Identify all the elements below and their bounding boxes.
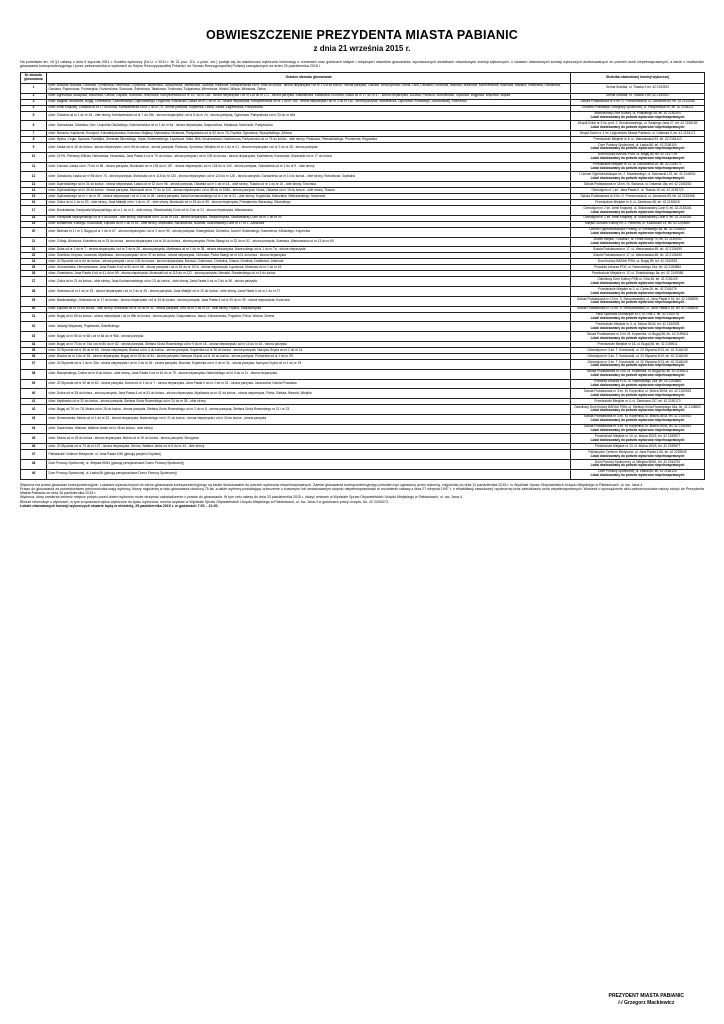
district-boundaries: Dom Pomocy Społecznej, ul. Wiejska 55/61 (głosują pensjonariusze Domu Pomocy Społecznej) <box>47 459 571 469</box>
district-number: 42 <box>21 405 47 415</box>
district-boundaries: ulice: Myśliwska od nr 20 do końca - strona parzysta, Stefana Grota Roweckiego od nr 24 do nr 35 - obie strony <box>47 399 571 405</box>
commission-seat-address: Szkoła Podstawowa nr 3 im. M. Kopernika, ul. Bugaj 58, tel. 42 2159511 <box>586 369 689 374</box>
accessible-location-note: Lokal dostosowany do potrzeb wyborców niepełnosprawnych <box>590 209 685 214</box>
district-number: 6 <box>21 121 47 131</box>
signature-block <box>609 993 684 1006</box>
commission-seat <box>571 405 705 415</box>
document-date: z dnia 21 września 2015 r. <box>313 44 411 53</box>
accessible-location-note: Lokal dostosowany do potrzeb wyborców niepełnosprawnych <box>590 300 685 305</box>
commission-seat-address: Przedszkole Miejskie nr 5, ul. Zamkowa 48, tel. 42 2152618 <box>595 199 680 204</box>
district-number: 45 <box>21 434 47 444</box>
commission-seat <box>571 277 705 287</box>
commission-seat-address: Gimnazjum nr 3 im. T. Kościuszki, ul. 20 Stycznia 9/13, tel. 42 2146249 <box>587 353 688 358</box>
district-boundaries: ulice: Agrestowa, Akacjowa, Brzozowa, Ciesna, Gajowa, Grabowa, Jesionowa, Karnyszewicka od nr 107 do nr 155 - strona nieparzysta i od nr 118 do nr 172 - strona parzysta, Kasztanowa, Kabakowa, Klonowa, Łaska od nr 27 do nr 47 - strona nieparzysta, Łukowa, Polnicza, Stokrotkowa, Topolowa, Wąglowa, Wiązowa, Wąska <box>47 93 571 99</box>
commission-seat-address: Przedszkole Miejskie nr 12, ul. Śniadeckiego 8a, tel. 42 2149088 <box>591 270 684 275</box>
district-number: 16 <box>21 200 47 206</box>
table-row <box>21 111 705 121</box>
commission-seat <box>571 162 705 172</box>
district-boundaries: ulice: Drewnowska, Mokra od nr 1 do nr 23 - strona nieparzysta, Nawrockiego od nr 21 do końca - strona nieparzysta i od nr 34 do końca - strona parzysta <box>47 414 571 424</box>
commission-seat-address: Gimnazjum nr 3 im. T. Kościuszki, ul. 20 Stycznia 9/13, tel. 42 2146249 <box>587 347 688 352</box>
district-number: 12 <box>21 172 47 182</box>
accessible-location-note: Lokal dostosowany do potrzeb wyborców niepełnosprawnych <box>590 325 685 330</box>
district-number: 5 <box>21 111 47 121</box>
commission-seat <box>571 459 705 469</box>
commission-seat-address: Szkoła Podstawowa nr 18 im. St. Staszica, ul. Ostatnia 15a, tel. 42 2156253 <box>583 181 692 186</box>
footer-paragraph: Wyborca ma prawo głosować korespondencyjnie. Lokalami wyznaczonymi do celów głosowania korespondencyjnego są lokale dostosowane do potrzeb wyborców niepełnosprawnych. Zamiar głosowania korespondencyjnego powinien być zgłoszony przez wyborcę, najpóźniej do dnia 12 października 2015 r. w Wydziale Spraw Obywatelskich Urzędu Miejskiego w Pabianicach, ul. św. Jana 4. <box>20 482 644 487</box>
district-number: 47 <box>21 450 47 460</box>
accessible-location-note: Lokal dostosowany do potrzeb wyborców niepełnosprawnych <box>590 392 685 397</box>
district-number: 37 <box>21 359 47 369</box>
table-row <box>21 206 705 216</box>
commission-seat-address: I Liceum Ogólnokształcące im. J. Śniadeckiego, ul. Moniuszki 132, tel. 42 2146911 <box>579 171 696 176</box>
header-district-number: Nr obwodu głosowania <box>21 72 47 83</box>
district-boundaries: ulice: Granicza, Krzywa, Lewanda, Myśliwska - strona parzysta i od nr 37 do końca - strona nieparzysta, Ochodza, Piotra Skargi od nr 101 do końca - strona nieparzysta <box>47 253 571 259</box>
district-boundaries: ulice: Gawrońska, Wałowa, Waltera Janke od nr 45 do końca - obie strony <box>47 424 571 434</box>
signature-name: /-/ Grzegorz Mackiewicz <box>618 999 675 1006</box>
commission-seat-address: Szkoła Podstawowa nr 3 im. M. Kopernika, ul. Bugaj 58, tel. 42 2159511 <box>586 331 689 336</box>
commission-seat-address: Gmina Szkółka, ul. Tkacka 3 tel. 42 2153922 <box>605 85 670 90</box>
district-number: 2 <box>21 93 47 99</box>
commission-seat-address: Miejski Ośrodek Kultury im. Z. Herberta, ul. Kościuszki 14, tel. 42 2254690 <box>585 221 690 226</box>
accessible-location-note: Lokal dostosowany do potrzeb wyborców niepełnosprawnych <box>590 146 685 151</box>
commission-seat-address: Dom Pomocy Społecznej, ul. Łaska 86, tel. 42 2156104 <box>598 142 677 147</box>
district-number: 9 <box>21 143 47 153</box>
accessible-location-note: Lokal dostosowany do potrzeb wyborców niepełnosprawnych <box>590 382 685 387</box>
signature-role: PREZYDENT MIASTA PABIANIC <box>608 993 684 999</box>
accessible-location-note: Lokal dostosowany do potrzeb wyborców niepełnosprawnych <box>590 156 685 161</box>
table-row <box>21 389 705 399</box>
district-number: 39 <box>21 379 47 389</box>
accessible-location-note: Lokal dostosowany do potrzeb wyborców niepełnosprawnych <box>590 231 685 236</box>
district-boundaries: ulice: Cmentarna, Jana Pawła II od nr 41 do nr 59 - strona nieparzysta, Moniuszki od nr 110 do nr 122 - strona parzysta, Nieciała, Śniadeckiego od nr 5 do końca <box>47 271 571 277</box>
commission-seat-address: Szkoła Podstawowa nr 3 im. M. Kopernika, ul. Mokra 28/34, tel. 42 2150933 <box>583 424 692 429</box>
commission-seat-address: Przedszkole Miejskie nr 4, ul. Zamkowa 137, tel. 42 2150170 <box>594 398 681 403</box>
district-boundaries: ulice: Bardowskiego, Grabowa od nr 17 do końca - strona nieparzysta i od nr 34 do końca - strona parzysta, Jana Pawła II od nr 29 do nr 39 - strona nieparzysta, Kolorowa <box>47 296 571 306</box>
district-boundaries: ulice: Cicha od nr 21 do końca - obie strony, Jana Kochanowskiego od nr 23 do końca - obie strony, Jana Pawła II od nr 2 do nr 50 - strona parzysta <box>47 277 571 287</box>
table-row <box>21 469 705 479</box>
district-number: 35 <box>21 348 47 354</box>
district-boundaries: ulice: Jadwigi Wajdowej, Popławska, Świetlickiego <box>47 322 571 332</box>
district-number: 14 <box>21 188 47 194</box>
document-title: OBWIESZCZENIE PREZYDENTA MIASTA PABIANIC <box>206 28 518 42</box>
commission-seat-address: Dom Pomocy Społecznej, ul. Wiejska 55/61, tel. 42 2154751 <box>594 459 681 464</box>
district-boundaries: ulice: Łukowa, Łaska od nr 70 do nr 86 - strona parzysta, Moniuszki od nr 135 do nr 157 - strona nieparzysta i od nr 128 do nr 144 - strona parzysta, Odrodzenia od nr 1 do nr 9 - obie strony <box>47 162 571 172</box>
commission-seat-address: Dom Pomocy Społecznej, ul. Łaska 86, tel. 42 2156104 <box>598 469 677 474</box>
district-number: 29 <box>21 296 47 306</box>
commission-seat <box>571 450 705 460</box>
district-boundaries: ulice: 20 Stycznia od nr 64 do końca - strona parzysta i od nr 109 do końca - strona nieparzysta, Borowa, Chabrowa, Chmielna, Ciasna, Droblina, Działkowa, Jesienna <box>47 259 571 265</box>
district-boundaries: ulice: Doba od nr 1 do nr 7 - strona nieparzysta i od nr 2 do nr 26 - strona parzysta, Myśliwska od nr 1 do nr 38 - strona nieparzysta, Nawrockiego od nr 1 do nr 7a - strona nieparzysta <box>47 247 571 253</box>
commission-seat-address: Zespół Szkół nr 3 im. prof. J. Groszkowskiego, ul. Świętego Jana 27, tel. 42 2155189 <box>577 120 698 125</box>
district-boundaries: ulice: Dąbrowskiego od nr 1 do nr 29 - strona nieparzysta i od nr 2 do nr 28 - strona parzysta, Jana Kochanowskiego od nr 1 do nr 21 - obie strony, Kopernika, Marszałka, Mielczarskiego, Moniuszki <box>47 194 571 200</box>
commission-seat-address: Przedszkole Miejskie nr 18, ul. Bugaj 58, tel. 42 2159511 <box>597 341 678 346</box>
commission-seat <box>571 369 705 379</box>
district-boundaries: ulice: Bagieła, Brzozowa, Bugaj, Cmentarna, Czarnieckiego, Dąbrowskiego, Legionów, Kościuszki, Łaska od nr 1 do nr 25 - strona nieparzysta, Karnyszewicka od nr 1 do nr 105 - strona nieparzysta i od nr 2 do nr 116 - strona parzysta, Mickiewicza, Ogrodowa, Kilińskiego, Skłodowskiej, Strzelecka <box>47 99 571 105</box>
commission-seat-address: Dom Kultury BARAK PSM, ul. Bugaj 89, tel. 42 2150933 <box>597 258 678 263</box>
commission-seat <box>571 172 705 182</box>
accessible-location-note: Lokal dostosowany do potrzeb wyborców niepełnosprawnych <box>590 373 685 378</box>
district-boundaries: ulice: Grabowa od nr 1 do nr 15 - strona nieparzysta i od nr 2 do nr 26 - strona parzysta, Jana Matejki od nr 20 do końca - obie strony, Jana Pawła II od nr 1 do nr 27 <box>47 287 571 297</box>
district-boundaries: ulice: Bracka od nr 3 do nr 33 - strona nieparzysta, Bugaj od nr 52 do nr 54 - strona parzysta, Narcyza Gryzla od nr 16 do końca - strona parzysta, Pomorska od nr 1 do nr 29 <box>47 353 571 359</box>
accessible-location-note: Lokal dostosowany do potrzeb wyborców niepełnosprawnych <box>590 437 685 442</box>
district-boundaries: ulice: Chłodna od nr 1 do nr 16 - obie strony, Karniszewicka od nr 7 do 19b - strona nieparzysta i od nr 6 do nr 24 - strona parzysta, Ogrodowa, Partyzancka od nr 33 do nr 49a <box>47 111 571 121</box>
commission-seat <box>571 121 705 131</box>
district-number: 46 <box>21 444 47 450</box>
footer-notes <box>20 483 704 509</box>
district-boundaries: ulice: Armii Krajowej, Chłodna od nr 17 do końca, Karniszewicka od nr 2 do nr 78 - strona parzysta, Kopernika, Leśna, Łaska, Łagiewnicka, Partyzancka <box>47 105 571 111</box>
table-row <box>21 83 705 93</box>
commission-seat-address: Żłobek Miejski - Oddział I, ul. Piotra Skargi 70, tel. 42 2149052 <box>593 237 682 242</box>
footer-paragraph: Bliższe informacje o wyborach, w tym w sprawach wpisu wyborców do spisu wyborców, można uzyskać w Wydziale Spraw Obywatelskich Urzędu Miejskiego w Pabianicach, ul. św. Jana 4 w godzinach pracy Urzędu, tel. 42 2254073. <box>20 499 389 504</box>
table-row <box>21 296 705 306</box>
commission-seat <box>571 287 705 297</box>
district-number: 1 <box>21 83 47 93</box>
accessible-location-note: Lokal dostosowany do potrzeb wyborców niepełnosprawnych <box>590 290 685 295</box>
district-number: 44 <box>21 424 47 434</box>
district-number: 8 <box>21 137 47 143</box>
table-row <box>21 379 705 389</box>
commission-seat-address: Przedszkole Miejskie nr 3, ul. Mokra 30/34, tel. 42 2150933 <box>595 322 680 327</box>
commission-seat-address: Dom Kultury BARAK PSM, ul. Bugaj 89, tel. 42 2137739 <box>597 152 678 157</box>
table-row <box>21 287 705 297</box>
commission-seat-address: Młodzieżowy Dom Kultury, ul. Pułaskiego 38, tel. 42 2150393 <box>594 111 681 116</box>
table-row <box>21 172 705 182</box>
commission-seat-address: Ośrodek Profilaktyki i Integracji Społecznej, ul. Partyzancka 90, tel. 42 2154211 <box>581 105 694 110</box>
district-boundaries: ulice: Błońska nr 1 i nr 2, Bugaj od nr 1 do nr 67 - strona nieparzysta i od nr 2 do nr 90 - strona parzysta, Ewangelicka, Grobelna, Jana III Sobieskiego, Kazimierza, Kilińskiego, Kopernika <box>47 227 571 237</box>
district-boundaries: ulice: Łaska od nr 49 do końca - strona nieparzysta i od nr 66 do końca - strona parzysta, Parkowa, Sportowa, Wiejska od nr 1 do nr 21 - strona nieparzysta i od nr 2 do nr 28 - strona parzysta <box>47 143 571 153</box>
district-number: 24 <box>21 259 47 265</box>
commission-seat <box>571 237 705 247</box>
district-number: 34 <box>21 342 47 348</box>
table-row <box>21 359 705 369</box>
intro-paragraph: Na podstawie art. 16 §1 ustawy z dnia 5 stycznia 2011 r. Kodeks wyborczy (Dz.U. z 2011 r. Nr 21 poz. 112, z późn. zm.) podaje się do wiadomości wyborców informację o numerach oraz granicach stałych i odrębnych obwodów głosowania, wyznaczonych siedzibach obwodowych komisji wyborczych, o lokalach obwodowych komisji wyborczych dostosowanych do potrzeb osób niepełnosprawnych, a także o możliwości głosowania korespondencyjnego i przez pełnomocnika w wyborach do Sejmu Rzeczypospolitej Polskiej i do Senatu Rzeczypospolitej Polskiej zarządzonych na dzień 25 października 2015 r. <box>20 60 704 69</box>
commission-seat-address: Liceum Ogólnokształcące Poliklaj, ul. Kilińskiego 6a, tel. 42 2254692 <box>589 227 686 232</box>
accessible-location-note: Lokal dostosowany do potrzeb wyborców niepełnosprawnych <box>590 428 685 433</box>
table-row <box>21 237 705 247</box>
table-row <box>21 322 705 332</box>
accessible-location-note: Lokal dostosowany do potrzeb wyborców niepełnosprawnych <box>590 363 685 368</box>
table-row <box>21 121 705 131</box>
district-number: 4 <box>21 105 47 111</box>
commission-seat-address: Osiedlowy Dom Kultury PSM ul. Orla 45, tel. 42 2151109 <box>597 276 678 281</box>
commission-seat-address: Szkoła Podstawowa nr 13 im. S. Sempołowskiej, ul. Jana Pawła II 16, tel. 42 2158878 <box>576 306 699 311</box>
district-number: 25 <box>21 265 47 271</box>
district-number: 10 <box>21 152 47 162</box>
district-number: 22 <box>21 247 47 253</box>
commission-seat-address: Gimnazjum nr 2 im. Armii Krajowej, ul. Skłodowskiej-Curie 5, tel. 42 2153161 <box>583 205 692 210</box>
commission-seat-address: Poradnia Lekarza POZ, ul. Nawrockiego 24a, tel. 42 2153884 <box>594 264 681 269</box>
commission-seat <box>571 227 705 237</box>
district-number: 15 <box>21 194 47 200</box>
commission-seat-address: Szkoła Podstawowa nr 5 im. G. Pronumowicza, ul. Zamkowa 65, tel. 42 2152458 <box>580 193 695 198</box>
district-boundaries: ulice: 20 Stycznia od nr 30 do nr 62 - strona parzysta, Dobra od nr 1 do nr 7 - strona nieparzysta, Jana Pawła II od nr 2 do nr 32 - strona parzysta, Jaszczurka, Karola Prowaska <box>47 379 571 389</box>
commission-seat-address: Przedszkole Miejskie nr 14, ul. Odrodzenia 16, tel. 42 2156771 <box>593 162 682 167</box>
district-number: 19 <box>21 221 47 227</box>
district-boundaries: ulice: Gamcarska, Gdańska, Gen. Leopolda Okulickiego, Karniszewicka od nr 1 do nr 5a - strona nieparzysta, Kasprowicza, Kwiatowa, Moniuszki, Partyzancka <box>47 121 571 131</box>
district-number: 23 <box>21 253 47 259</box>
district-number: 7 <box>21 131 47 137</box>
table-row <box>21 434 705 444</box>
district-number: 30 <box>21 306 47 312</box>
commission-seat-address: Gimnazjum nr 3 im. T. Kościuszki, ul. 20 Stycznia 9/13, tel. 42 2146249 <box>587 359 688 364</box>
table-row <box>21 143 705 153</box>
accessible-location-note: Lokal dostosowany do potrzeb wyborców niepełnosprawnych <box>590 175 685 180</box>
district-boundaries: ulice: Bugaj od nr 56 do nr 68 i od nr 84 do nr 96a - strona parzysta <box>47 332 571 342</box>
commission-seat <box>571 414 705 424</box>
district-number: 32 <box>21 322 47 332</box>
commission-seat-address: Szkoła Podstawowa nr 17, ul. Warszawska 65, tel. 42 2136190 <box>593 253 682 257</box>
district-number: 11 <box>21 162 47 172</box>
district-boundaries: ulice: Barucha, Kapliczna, Konopna, Konstantynowska, Krasowa, Majtany, Mymanska, Mostowa, Partyzancka od nr 62 do nr 76, Popiela, Ogrodowa, Wyszyńskiego, Zielona <box>47 131 571 137</box>
table-row <box>21 332 705 342</box>
district-boundaries: ulice: Bugaj od nr 69 do końca - strona nieparzysta i od nr 96b do końca - strona parzysta, Gospodarcza, Jasna, Juliuszowska, Pogodna, Polna, Wodna, Zemna <box>47 312 571 322</box>
district-boundaries: ulice: Cicha od nr 1 do nr 20 - obie strony, Jana Matejki od nr 1 do nr 19 - obie strony, Moniuszki od nr 43 do nr 55 - strona nieparzysta, Prewiatorów Warszawy, Sikorskiego <box>47 200 571 206</box>
district-boundaries: ulice: Mokra od nr 25 do końca - strona nieparzysta, Mokra od nr 20 do końca - strona parzysta, Smugowa <box>47 434 571 444</box>
district-boundaries: ulice: 15 PA, Pierwszy Wilków, Helmańska, Huaańska, Jana Pawła II od nr 70 do końca - strona parzysta i od nr 109 do końca - strona nieparzysta, Kazimierza, Kościuszki, Moniuszki od nr 17 do końca <box>47 152 571 162</box>
table-row <box>21 459 705 469</box>
district-boundaries: ulice: Bociana, Bukowa, Cedrowa, Chmielowa, Deresowa, Gruntowa, Jałowcowa, Jarzębinowa, Jaśminowa, Jodłowa, Kalinowa, Karnyszewicka od nr 155a do końca - strona nieparzysta i od nr 172a do końca - strona parzysta, Lasowa, Leszczynowa, Leśna, Lisia, Liściasta, Łubinowa, Makowa, Malinowa, Modrzewiowa, Mokrowa, Mszana, Osiedlowa, Osowiecka, Owsiana, Paprociowa, Podmiejska, Poziomkowa, Sosnowa, Świerkowa, Tatarkowa, Trzcinowa, Tulipanowa, Wierzbowa, Widoki, Wilcza, Wiśniowa, Zielna <box>47 83 571 93</box>
district-number: 31 <box>21 312 47 322</box>
commission-seat <box>571 379 705 389</box>
commission-seat <box>571 152 705 162</box>
commission-seat-address: Gimnazjum nr 1 im. Jana Pawła II, ul. Tkacka 15, tel. 42 2155723 <box>591 187 684 192</box>
district-number: 18 <box>21 215 47 221</box>
table-row <box>21 369 705 379</box>
commission-seat-address: Hala Sportowa Gimnazjum nr 2, ul. Orla 1, tel. 42 2152176 <box>596 312 679 317</box>
district-number: 28 <box>21 287 47 297</box>
district-number: 43 <box>21 414 47 424</box>
table-row <box>21 227 705 237</box>
commission-seat-address: Gmina Szkółka, ul. Tkacka 3 tel. 42 2153922 <box>605 93 670 98</box>
district-number: 26 <box>21 271 47 277</box>
accessible-location-note: Lokal dostosowany do potrzeb wyborców niepełnosprawnych <box>590 453 685 458</box>
accessible-location-note: Lokal dostosowany do potrzeb wyborców niepełnosprawnych <box>590 463 685 468</box>
commission-seat-address: Szkoła Podstawowa nr 13 im. S. Sempołowskiej, ul. Jana Pawła II 16, tel. 42 2158878 <box>576 296 699 301</box>
district-number: 41 <box>21 399 47 405</box>
district-boundaries: ulice: Bystra, Cegła, Dębowa, Familijna, Generała Sikorskiego, Kręta, Kisielewskiego, Łączkowa, Mała, Miła, Modrzewiowa, Nadrzeczna, Partyzancka od nr 76 do końca - obie strony, Piaskowa, Pietrusińskiego, Promienna, Rzgowska <box>47 137 571 143</box>
table-row <box>21 450 705 460</box>
district-boundaries: ulice: Dąbrowskiego od nr 31 do końca - strona nieparzysta, Łaska od nr 32 do nr 56 - strona parzysta, Ostatnia od nr 1 do nr 14 - obie strony, Tkacka od nr 1 do nr 10 - obie strony, Toruńska <box>47 182 571 188</box>
commission-seat-address: Szkoła Podstawowa nr 3 im. M. Kopernika, ul. Mokra 28/34, tel. 42 2150933 <box>583 414 692 419</box>
district-number: 48 <box>21 459 47 469</box>
district-boundaries: ulice: Łąkowa od nr 19 do końca - obie strony, Moniuszki od nr 26 do nr 32 - strona parzysta, Orla od nr 1 do nr 23 - obie strony, Piękna, Świętokrzyska <box>47 306 571 312</box>
accessible-location-note: Lokal dostosowany do potrzeb wyborców niepełnosprawnych <box>590 408 685 413</box>
district-boundaries: ulice: Bohaterów, Kolbego, Kościuszki, Łąkowa od nr 1 do nr 18 - obie strony, Marszałka, Narutowicza, Nowotki, Skłodowskiej-Curie nr 1 i nr 2, Zamkowa <box>47 221 571 227</box>
commission-seat-address: Gimnazjum nr 2 im. Armii Krajowej, ul. Skłodowskiej-Curie 5, tel. 42 2153161 <box>583 215 692 220</box>
commission-seat-address: Przedszkole Miejskie nr 6, ul. Warszawska 53, tel. 42 2154110 <box>593 136 682 141</box>
commission-seat <box>571 312 705 322</box>
commission-seat-address: Przedszkole Miejskie nr 13, ul. Mokra 19/23, tel. 42 2159577 <box>594 434 681 439</box>
commission-seat-address: Szkoła Podstawowa nr 3 im. M. Kopernika, ul. Mokra 35/34, tel. 42 2150933 <box>583 388 692 393</box>
commission-seat <box>571 111 705 121</box>
accessible-location-note: Lokal dostosowany do potrzeb wyborców niepełnosprawnych <box>590 335 685 340</box>
district-number: 40 <box>21 389 47 399</box>
accessible-location-note: Lokal dostosowany do potrzeb wyborców niepełnosprawnych <box>590 316 685 321</box>
commission-seat <box>571 83 705 93</box>
accessible-location-note: Lokal dostosowany do potrzeb wyborców niepełnosprawnych <box>590 114 685 119</box>
table-row <box>21 152 705 162</box>
commission-seat <box>571 469 705 479</box>
commission-seat-address: Przedszkole Miejskie nr 2, ul. Cicha 26, tel. 42 2151079 <box>598 286 677 291</box>
district-number: 20 <box>21 227 47 237</box>
commission-seat <box>571 359 705 369</box>
table-row <box>21 414 705 424</box>
district-boundaries: ulice: Bugaj od 76 i nr 78, Mokra od nr 26 do końca - strona parzysta, Stefana Grota Roweckiego od nr 2 do nr 8 - strona parzysta, Stefana Grota Roweckiego nr 21 i nr 23 <box>47 405 571 415</box>
district-boundaries: ulice: Kardynała Wyszyńskiego od nr 5 do końca - obie strony, Moniuszki od nr 20 do nr 41a - strona nieparzysta, Świętokrzyska, Skłodowskiej-Curie od nr 1 do nr 29 <box>47 215 571 221</box>
district-number: 36 <box>21 353 47 359</box>
district-number: 3 <box>21 99 47 105</box>
district-number: 27 <box>21 277 47 287</box>
table-row <box>21 277 705 287</box>
footer-paragraph: Lokale obwodowych komisji wyborczych otwarte będą w niedzielę, 25 października 2015 r. w godzinach 7.00 – 21.00. <box>20 504 219 509</box>
footer-paragraph: Wyborca, który zamierza zmienić miejsce pobytu przed dniem wyborów może otrzymać zaświadczenie o prawie do głosowania. W tym celu należy do dnia 23 października 2015 r. złożyć wniosek w Wydziale Spraw Obywatelskich Urzędu Miejskiego w Pabianicach, ul. św. Jana 4. <box>20 495 463 500</box>
table-row <box>21 162 705 172</box>
district-boundaries: ulice: 20 Stycznia od nr 73 do nr 107 - strona nieparzysta, Gierna, Waltera Janke od nr 5 do nr 44 - obie strony <box>47 444 571 450</box>
district-number: 33 <box>21 332 47 342</box>
commission-seat <box>571 424 705 434</box>
commission-seat <box>571 296 705 306</box>
district-boundaries: ulice: 20 Stycznia od nr 1 do nr 33a - strona nieparzysta i od nr 2 do nr 26 - strona parzysta, Bocznia, Kopernika od nr 2 do nr 34 - strona parzysta, Narcyza Gryzla od nr 1 do nr 19 <box>47 359 571 369</box>
commission-seat-address: Osiedlowy Dom Kultury BARAK PSM, ul. Stefana Grota Roweckiego 18a, tel. 42 2148692 <box>574 404 701 409</box>
commission-seat-address: Pabianickie Centrum Medyczne, ul. Jana Pawła II 68, tel. 42 2253549 <box>588 449 687 454</box>
accessible-location-note: Lokal dostosowany do potrzeb wyborców niepełnosprawnych <box>590 166 685 170</box>
district-number: 13 <box>21 182 47 188</box>
district-number: 38 <box>21 369 47 379</box>
districts-table-body <box>21 83 705 479</box>
district-boundaries: ulice: Bronisławów, Kardynała Wyszyńskiego od nr 1 do nr 4 - obie strony, Skłodowskiej-Curie od nr 3 do nr 21 - strona nieparzysta, Warszawska <box>47 206 571 216</box>
accessible-location-note: Lokal dostosowany do potrzeb wyborców niepełnosprawnych <box>590 241 685 246</box>
commission-seat-address: Szkoła Podstawowa nr 17, ul. Warszawska 65, tel. 42 2136190 <box>593 247 682 252</box>
commission-seat-address: Zespół Szkół nr 3 im. Legionistów Miasta Pabianic, ul. Gdańska 5, tel. 42 2154171 <box>579 130 696 135</box>
district-boundaries: Dom Pomocy Społecznej, ul. Łaska 86 (głosują pensjonariusze Domu Pomocy Społecznej) <box>47 469 571 479</box>
district-number: 21 <box>21 237 47 247</box>
table-row <box>21 312 705 322</box>
header-commission-seat: Siedziba obwodowej komisji wyborczej <box>571 72 705 83</box>
district-boundaries: ulice: Baczyńskiego, Dobra od nr 8 do końca - obie strony, Jana Pawła II od nr 61 do nr 79 - strona nieparzysta, Nawrockiego od nr 9 do nr 11 - strona nieparzysta <box>47 369 571 379</box>
commission-seat <box>571 389 705 399</box>
commission-seat <box>571 322 705 332</box>
commission-seat-address: Szkoła Podstawowa nr 5 im. G. Pronumowicza, ul. Zamkowa 65, tel. 42 2152458 <box>580 99 695 104</box>
commission-seat <box>571 143 705 153</box>
table-row <box>21 405 705 415</box>
district-boundaries: ulice: Grunwaldzka, Hermanowska, Jana Pawła II od nr 52 do nr 68 - strona parzysta i od nr 81 do nr 107a - strona nieparzysta, Łączkowa, Mostowa od nr 1 do nr 15 <box>47 265 571 271</box>
accessible-location-note: Lokal dostosowany do potrzeb wyborców niepełnosprawnych <box>590 418 685 423</box>
district-number: 17 <box>21 206 47 216</box>
districts-table <box>20 72 705 480</box>
commission-seat <box>571 332 705 342</box>
district-boundaries: ulice: Bugaj od nr 70 do nr 74a i od nr 80 do nr 82 - strona parzysta, Stefana Grota Roweckiego od nr 9 do nr 15 - strona nieparzysta i od nr 10 do nr 16 - strona parzysta <box>47 342 571 348</box>
table-row <box>21 424 705 434</box>
footer-paragraph: Prawo do głosowania za pośrednictwem pełnomocnika mają wyborcy, którzy najpóźniej w dniu głosowania ukończą 75 lat, a także wyborcy posiadający orzeczenie o znacznym lub umiarkowanym stopniu niepełnosprawności w rozumieniu ustawy z dnia 27 sierpnia 1997 r. o rehabilitacji zawodowej i społecznej oraz zatrudnianiu osób niepełnosprawnych. Wniosek o sporządzenie aktu pełnomocnictwa należy złożyć do Prezydenta Miasta Pabianic do dnia 16 października 2015 r. <box>20 486 704 496</box>
district-boundaries: ulice: 3 Maja, Bóźnicza, Kościelna od nr 15 do końca - strona nieparzysta i od nr 16 do końca - strona parzysta, Piotra Skargi od nr 32 do nr 52 - strona parzysta, Szewska, Warszawska od nr 13 do nr 69 <box>47 237 571 247</box>
district-boundaries: ulice: Dąbrowskiego od nr 30 do końca - strona parzysta, Moniuszki od nr 77 do nr 113 - strona nieparzysta i od nr 88 do nr 108a - strona parzysta, Nowa, Ostatnia od nr 15 do końca - obie strony, Tkacka <box>47 188 571 194</box>
table-header-row <box>21 72 705 83</box>
district-boundaries: Pabianickie Centrum Medyczne, ul. Jana Pawła II 68 (głosują pacjenci Szpitala) <box>47 450 571 460</box>
header-district-boundaries: Granice obwodu głosowania <box>47 72 571 83</box>
accessible-location-note: Lokal dostosowany do potrzeb wyborców niepełnosprawnych <box>590 280 685 285</box>
accessible-location-note: Lokal dostosowany do potrzeb wyborców niepełnosprawnych <box>590 473 685 478</box>
commission-seat <box>571 434 705 444</box>
commission-seat <box>571 206 705 216</box>
commission-seat-address: Przedszkole Miejskie nr 13, ul. Mokra 19/23, tel. 42 2159577 <box>594 443 681 448</box>
district-boundaries: ulice: 20 Stycznia od nr 35 do nr 63 - strona nieparzysta, Bracka od nr 4 do końca - strona parzysta, Kopernika od nr 36 do końca - strona parzysta, Narcyza Gryzla od nr 2 do nr 14 <box>47 348 571 354</box>
district-boundaries: ulice: Garażowa, Łaska od nr 98 do nr 74 - strona parzysta, Moniuszki od nr 115 do nr 133 - strona nieparzysta i od nr 124 do nr 126 - strona parzysta, Odrodzenia od nr 10 do końca - obie strony, Robotnicza, Szpitalna <box>47 172 571 182</box>
accessible-location-note: Lokal dostosowany do potrzeb wyborców niepełnosprawnych <box>590 124 685 129</box>
commission-seat-address: Poradnia Lekarza POZ, ul. Nawrockiego 24a, tel. 42 2153884 <box>594 379 681 384</box>
district-number: 49 <box>21 469 47 479</box>
district-boundaries: ulice: Dobra od nr 28 do końca - strona parzysta, Jana Pawła II od nr 81 do końca - strona nieparzysta, Myśliwska od nr 41 do końca - strona nieparzysta, Polna, Sielska, Wesoła, Wiejska <box>47 389 571 399</box>
